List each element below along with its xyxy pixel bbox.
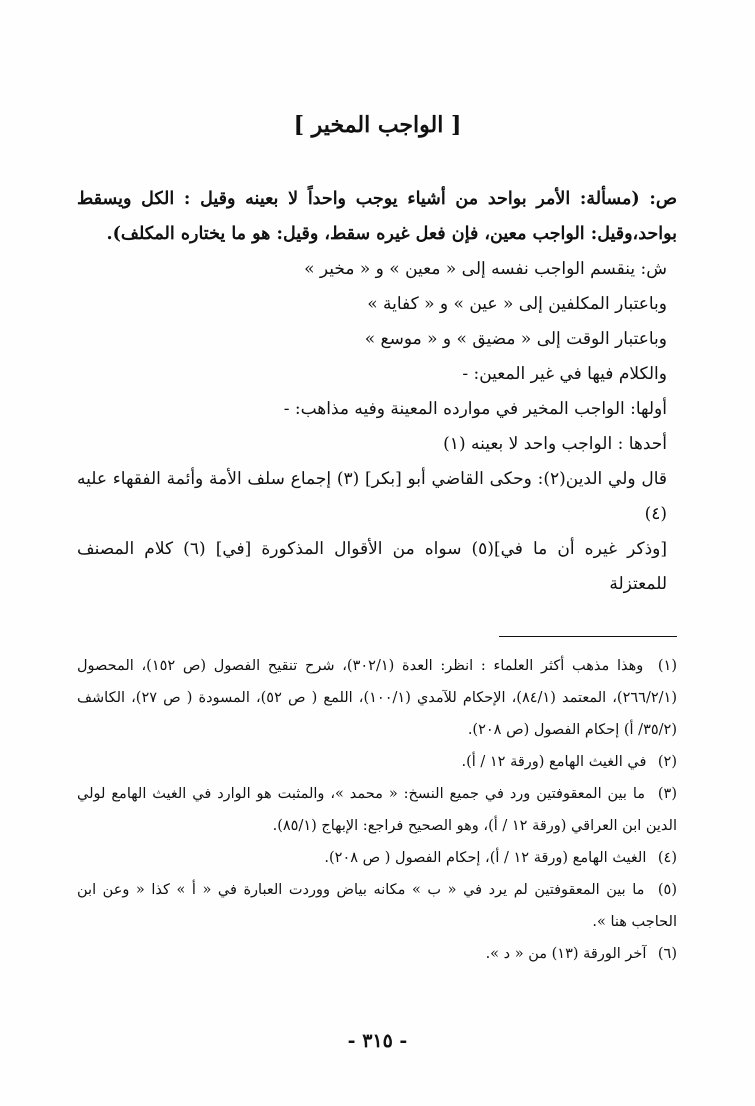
footnote-text: وهذا مذهب أكثر العلماء : انظر: العدة (٣٠٢/١)، شرح تنقيح الفصول (ص ١٥٢)، المحصول (٢٦٦/٢/١)، المعتمد (٨٤/١)، الإحكام للآمدي (١٠٠/١)، اللمع ( ص ٥٢)، المسودة ( ص ٢٧)، الكاشف (٣٥/٢/ أ) إحكام الفصول (ص ٢٠٨). — [77, 658, 677, 738]
footnote-6 — [77, 938, 677, 970]
footnote-number: (٥) — [657, 882, 677, 898]
footnote-number: (٦) — [657, 946, 677, 962]
footnote-text: في الغيث الهامع (ورقة ١٢ / أ). — [461, 754, 647, 770]
paragraph-7: قال ولي الدين(٢): وحكى القاضي أبو [بكر] (٣) إجماع سلف الأمة وأئمة الفقهاء عليه (٤) — [77, 469, 668, 524]
statement-paragraph: ص: (مسألة: الأمر بواحد من أشياء يوجب واحداً لا بعينه وقيل : الكل ويسقط بواحد،وقيل: الواجب معين، فإن فعل غيره سقط، وقيل: هو ما يختاره المكلف). — [77, 189, 677, 244]
paragraph-8: [وذكر غيره أن ما في](٥) سواه من الأقوال المذكورة [في] (٦) كلام المصنف للمعتزلة — [77, 539, 667, 594]
footnote-number: (٣) — [657, 786, 677, 802]
paragraph-2: وباعتبار المكلفين إلى « عين » و « كفاية » — [367, 294, 667, 314]
paragraph-1: ش: ينقسم الواجب نفسه إلى « معين » و « مخير » — [304, 259, 667, 279]
paragraph-6: أحدها : الواجب واحد لا بعينه (١) — [443, 434, 667, 454]
footnote-number: (٢) — [657, 754, 677, 770]
footnote-text: آخر الورقة (١٣) من « د ». — [485, 946, 647, 962]
footnote-number: (١) — [657, 658, 677, 674]
footnote-text: الغيث الهامع (ورقة ١٢ / أ)، إحكام الفصول ( ص ٢٠٨). — [324, 850, 647, 866]
footnote-divider — [499, 636, 677, 637]
footnote-3 — [77, 778, 677, 842]
footnotes — [77, 650, 677, 970]
footnote-5 — [77, 874, 677, 938]
page-number: - ٣١٥ - — [347, 1030, 408, 1052]
paragraph-4: والكلام فيها في غير المعين: - — [462, 364, 667, 384]
footnote-2 — [77, 746, 677, 778]
footnote-text: ما بين المعقوفتين ورد في جميع النسخ: « محمد »، والمثبت هو الوارد في الغيث الهامع لولي الدين ابن العراقي (ورقة ١٢ / أ)، وهو الصحيح فراجع: الإبهاج (٨٥/١). — [77, 786, 677, 834]
main-text — [77, 182, 677, 602]
footnote-text: ما بين المعقوفتين لم يرد في « ب » مكانه بياض ووردت العبارة في « أ » كذا « وعن ابن الحاجب هنا ». — [77, 882, 677, 930]
footnote-1 — [77, 650, 677, 746]
footnote-number: (٤) — [657, 850, 677, 866]
section-title: [ الواجب المخير ] — [293, 112, 462, 138]
paragraph-5: أولها: الواجب المخير في موارده المعينة وفيه مذاهب: - — [283, 399, 667, 419]
paragraph-3: وباعتبار الوقت إلى « مضيق » و « موسع » — [364, 329, 667, 349]
footnote-4 — [77, 842, 677, 874]
